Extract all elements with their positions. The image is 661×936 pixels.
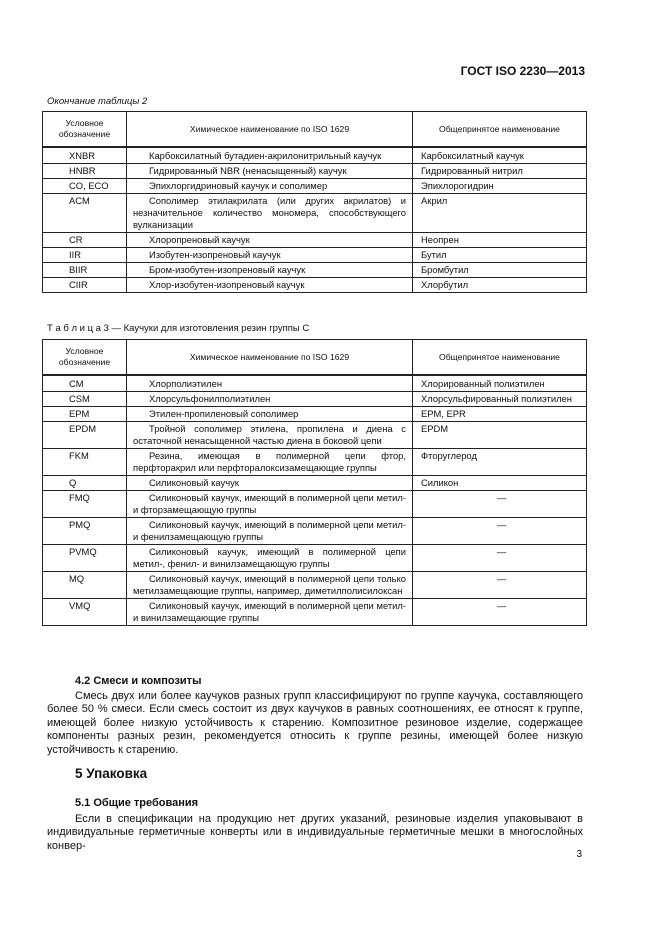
- section-5-1-text: Если в спецификации на продукцию нет других указаний, резиновые изделия упаковывают в индивидуальные герметичные конверты или в индивидуальные герметичные мешки в многослойных конвер-: [47, 813, 583, 852]
- code-cell: CSM: [43, 392, 127, 407]
- table-row: [43, 194, 587, 233]
- chem-name-cell: Изобутен-изопреновый каучук: [127, 248, 413, 263]
- common-name-cell: Акрил: [413, 194, 587, 233]
- code-cell: EPDM: [43, 422, 127, 449]
- table-row: [43, 572, 587, 599]
- code-cell: IIR: [43, 248, 127, 263]
- table-row: [43, 407, 587, 422]
- header-chem-name: Химическое наименование по ISO 1629: [127, 112, 413, 148]
- table-3: [42, 339, 587, 626]
- chem-name-cell: Этилен-пропиленовый сополимер: [127, 407, 413, 422]
- common-name-cell: Неопрен: [413, 233, 587, 248]
- section-5-1-title: 5.1 Общие требования: [75, 797, 199, 809]
- table-row: [43, 375, 587, 392]
- chem-name-cell: Сополимер этилакрилата (или других акрилатов) и незначительное количество мономера, способствующего вулканизации: [127, 194, 413, 233]
- common-name-cell: Карбоксилатный каучук: [413, 147, 587, 164]
- code-cell: CIIR: [43, 278, 127, 293]
- page-number: 3: [576, 849, 582, 860]
- code-cell: HNBR: [43, 164, 127, 179]
- table-row: [43, 233, 587, 248]
- table-row: [43, 545, 587, 572]
- code-cell: EPM: [43, 407, 127, 422]
- table3-caption: Т а б л и ц а 3 — Каучуки для изготовления резин группы С: [47, 323, 310, 334]
- section-5-title: 5 Упаковка: [75, 766, 148, 781]
- common-name-cell: Фторуглерод: [413, 449, 587, 476]
- chem-name-cell: Гидрированный NBR (ненасыщенный) каучук: [127, 164, 413, 179]
- chem-name-cell: Хлор-изобутен-изопреновый каучук: [127, 278, 413, 293]
- table-row: [43, 164, 587, 179]
- chem-name-cell: Силиконовый каучук, имеющий в полимерной цепи только метилзамещающие группы, например, диметилполисилоксан: [127, 572, 413, 599]
- code-cell: VMQ: [43, 599, 127, 626]
- header-chem-name: Химическое наименование по ISO 1629: [127, 340, 413, 376]
- table2-caption: Окончание таблицы 2: [47, 96, 148, 107]
- chem-name-cell: Силиконовый каучук, имеющий в полимерной цепи метил- и винилзамещающие группы: [127, 599, 413, 626]
- code-cell: PVMQ: [43, 545, 127, 572]
- chem-name-cell: Силиконовый каучук: [127, 476, 413, 491]
- common-name-cell: EPM, EPR: [413, 407, 587, 422]
- code-cell: CM: [43, 375, 127, 392]
- header-code: Условное обозначение: [43, 112, 127, 148]
- table-row: [43, 449, 587, 476]
- table-row: [43, 476, 587, 491]
- table-2: [42, 111, 587, 293]
- code-cell: XNBR: [43, 147, 127, 164]
- common-name-cell: —: [413, 572, 587, 599]
- chem-name-cell: Тройной сополимер этилена, пропилена и диена с остаточной ненасыщенной частью диена в боковой цепи: [127, 422, 413, 449]
- header-code: Условное обозначение: [43, 340, 127, 376]
- code-cell: FMQ: [43, 491, 127, 518]
- chem-name-cell: Хлоропреновый каучук: [127, 233, 413, 248]
- chem-name-cell: Силиконовый каучук, имеющий в полимерной цепи метил- и фенилзамещающую группы: [127, 518, 413, 545]
- table-row: [43, 263, 587, 278]
- chem-name-cell: Резина, имеющая в полимерной цепи фтор, перфторакрил или перфторалоксизамещающие группы: [127, 449, 413, 476]
- table-row: [43, 518, 587, 545]
- common-name-cell: Бромбутил: [413, 263, 587, 278]
- table-row: [43, 599, 587, 626]
- code-cell: MQ: [43, 572, 127, 599]
- common-name-cell: Бутил: [413, 248, 587, 263]
- common-name-cell: Гидрированный нитрил: [413, 164, 587, 179]
- common-name-cell: Силикон: [413, 476, 587, 491]
- table-row: [43, 248, 587, 263]
- header-common-name: Общепринятое наименование: [413, 340, 587, 376]
- chem-name-cell: Хлорсульфонилполиэтилен: [127, 392, 413, 407]
- table-row: [43, 392, 587, 407]
- chem-name-cell: Бром-изобутен-изопреновый каучук: [127, 263, 413, 278]
- document-id: ГОСТ ISO 2230—2013: [460, 64, 585, 78]
- common-name-cell: Хлорбутил: [413, 278, 587, 293]
- header-common-name: Общепринятое наименование: [413, 112, 587, 148]
- chem-name-cell: Карбоксилатный бутадиен-акрилонитрильный каучук: [127, 147, 413, 164]
- section-4-2-title: 4.2 Смеси и композиты: [75, 675, 202, 687]
- common-name-cell: —: [413, 518, 587, 545]
- chem-name-cell: Хлорполиэтилен: [127, 375, 413, 392]
- common-name-cell: —: [413, 491, 587, 518]
- chem-name-cell: Силиконовый каучук, имеющий в полимерной цепи метил-, фенил- и винилзамещающую группы: [127, 545, 413, 572]
- code-cell: CO, ECO: [43, 179, 127, 194]
- code-cell: BIIR: [43, 263, 127, 278]
- chem-name-cell: Эпихлоргидриновый каучук и сополимер: [127, 179, 413, 194]
- code-cell: FKM: [43, 449, 127, 476]
- code-cell: ACM: [43, 194, 127, 233]
- code-cell: CR: [43, 233, 127, 248]
- code-cell: PMQ: [43, 518, 127, 545]
- table-row: [43, 179, 587, 194]
- common-name-cell: EPDM: [413, 422, 587, 449]
- code-cell: Q: [43, 476, 127, 491]
- table-row: [43, 147, 587, 164]
- chem-name-cell: Силиконовый каучук, имеющий в полимерной цепи метил- и фторзамещающую группы: [127, 491, 413, 518]
- section-4-2-text: Смесь двух или более каучуков разных групп классифицируют по группе каучука, составляющего более 50 % смеси. Если смесь состоит из двух каучуков в равных соотношениях, ее относят к группе, имеющей более низкую устойчивость к старению. Композитное резиновое изделие, содержащее компоненты разных резин, рекомендуется относить к группе резины, имеющей более низкую устойчивость к старению.: [47, 690, 583, 756]
- common-name-cell: Хлорсульфированный полиэтилен: [413, 392, 587, 407]
- common-name-cell: Хлорированный полиэтилен: [413, 375, 587, 392]
- common-name-cell: —: [413, 599, 587, 626]
- table-row: [43, 422, 587, 449]
- table-row: [43, 491, 587, 518]
- table-row: [43, 278, 587, 293]
- common-name-cell: —: [413, 545, 587, 572]
- common-name-cell: Эпихлорогидрин: [413, 179, 587, 194]
